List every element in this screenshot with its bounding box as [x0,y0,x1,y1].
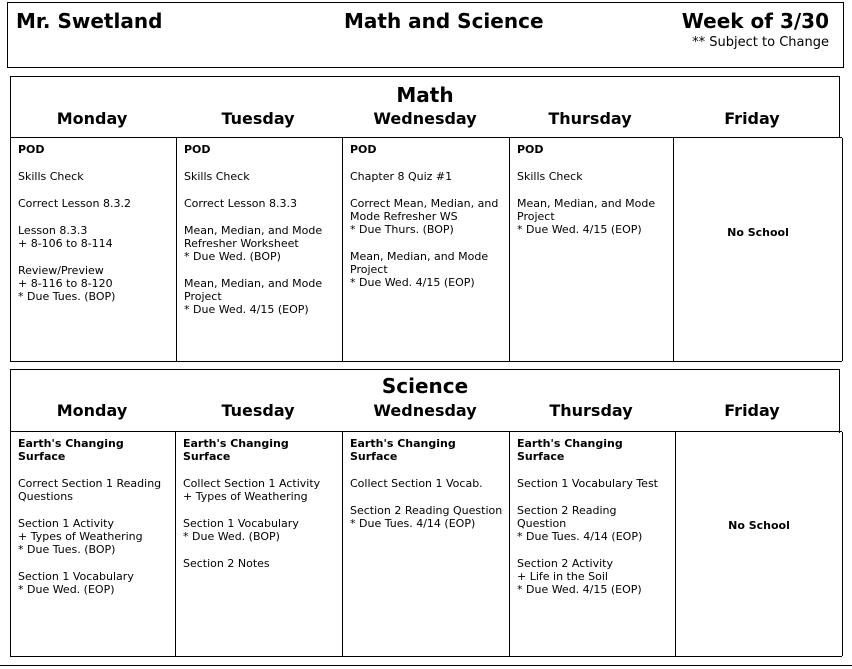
teacher-name: Mr. Swetland [16,9,163,33]
cell-item: Section 1 Activity + Types of Weathering * Due Tues. (BOP) [18,517,143,556]
cell-item: Review/Preview + 8-116 to 8-120 * Due Tues. (BOP) [18,264,116,303]
math-friday-cell [674,138,843,361]
cell-item: Section 2 Notes [183,557,270,570]
math-section-header [10,76,840,138]
science-day-wednesday: Wednesday [373,401,477,420]
science-wednesday-cell [343,432,510,656]
science-monday-cell [11,432,176,656]
cell-lead: POD [18,143,45,156]
math-day-monday: Monday [56,109,128,128]
math-day-friday: Friday [724,109,780,128]
science-title: Science [381,374,469,398]
page-title: Math and Science [344,9,544,33]
cell-item: Correct Section 1 Reading Questions [18,477,162,503]
cell-lead: Earth's Changing Surface [18,437,124,463]
cell-item: Section 2 Activity + Life in the Soil * Due Wed. 4/15 (EOP) [517,557,642,596]
no-school-label: No School [728,518,790,532]
math-thursday-cell [510,138,674,361]
cell-item: Skills Check [184,170,250,183]
cell-lead: Earth's Changing Surface [183,437,289,463]
math-wednesday-cell [343,138,510,361]
math-day-thursday: Thursday [548,109,632,128]
cell-item: Lesson 8.3.3 + 8-106 to 8-114 [18,224,113,250]
cell-item: Section 2 Reading Question * Due Tues. 4/14 (EOP) [517,504,643,543]
science-day-monday: Monday [56,401,128,420]
subject-to-change-note: ** Subject to Change [692,35,829,50]
cell-item: Collect Section 1 Activity + Types of Weathering [183,477,321,503]
cell-item: Skills Check [517,170,583,183]
cell-item: Section 1 Vocabulary * Due Wed. (BOP) [183,517,299,543]
cell-item: Correct Lesson 8.3.3 [184,197,297,210]
science-day-thursday: Thursday [549,401,633,420]
science-schedule-grid [10,431,842,657]
cell-lead: Earth's Changing Surface [350,437,456,463]
math-day-tuesday: Tuesday [221,109,295,128]
science-day-friday: Friday [724,401,780,420]
math-monday-cell [11,138,177,361]
cell-item: Mean, Median, and Mode Project * Due Wed. 4/15 (EOP) [350,250,489,289]
cell-item: Collect Section 1 Vocab. [350,477,483,490]
cell-item: Mean, Median, and Mode Refresher Worksheet * Due Wed. (BOP) [184,224,323,263]
cell-item: Mean, Median, and Mode Project * Due Wed. 4/15 (EOP) [184,277,323,316]
cell-lead: Earth's Changing Surface [517,437,623,463]
cell-lead: POD [350,143,377,156]
cell-item: Chapter 8 Quiz #1 [350,170,453,183]
science-day-tuesday: Tuesday [221,401,295,420]
cell-item: Section 2 Reading Question * Due Tues. 4/14 (EOP) [350,504,503,530]
math-schedule-grid [10,137,842,362]
math-title: Math [396,83,454,107]
cell-lead: POD [184,143,211,156]
cell-item: Correct Mean, Median, and Mode Refresher WS * Due Thurs. (BOP) [350,197,499,236]
math-day-wednesday: Wednesday [373,109,477,128]
science-section-header [10,369,840,433]
cell-item: Mean, Median, and Mode Project * Due Wed. 4/15 (EOP) [517,197,656,236]
cell-lead: POD [517,143,544,156]
science-tuesday-cell [176,432,343,656]
cell-item: Correct Lesson 8.3.2 [18,197,131,210]
science-thursday-cell [510,432,676,656]
no-school-label: No School [727,225,789,239]
science-friday-cell [676,432,843,656]
week-label: Week of 3/30 [681,9,829,33]
page-bottom-rule [0,665,852,666]
cell-item: Section 1 Vocabulary * Due Wed. (EOP) [18,570,134,596]
cell-item: Skills Check [18,170,84,183]
math-tuesday-cell [177,138,343,361]
page-header [7,2,844,68]
cell-item: Section 1 Vocabulary Test [517,477,658,490]
